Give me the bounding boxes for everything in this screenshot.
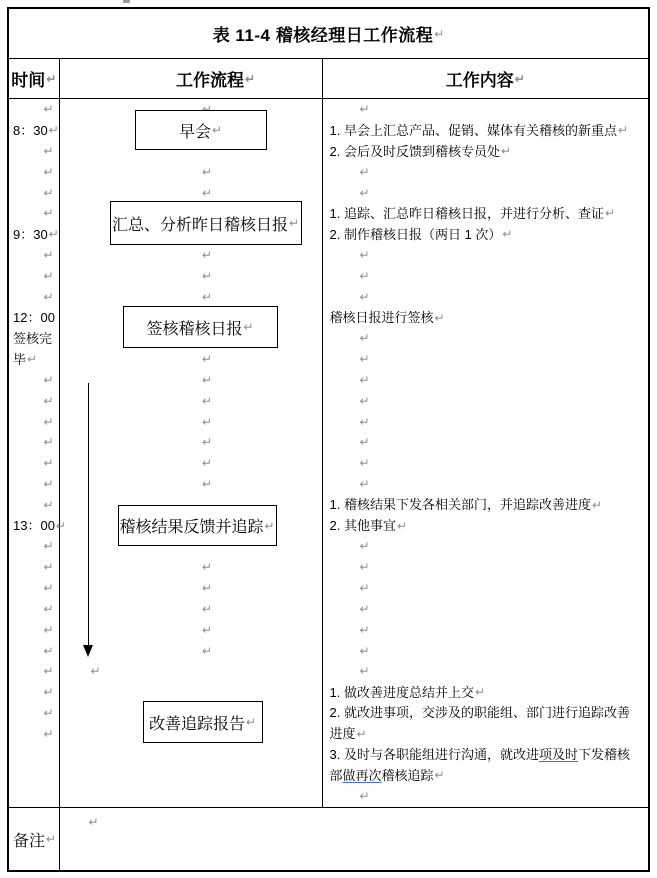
time-line (9, 182, 59, 203)
content-line (323, 120, 649, 141)
pilcrow-mark: ↵ (43, 248, 54, 263)
text-run: 下发稽核 (577, 747, 630, 763)
flow-box-label: 汇总、分析昨日稽核日报 (111, 216, 288, 234)
content-line (323, 619, 649, 640)
underlined-text-run: 做再次 (342, 767, 382, 783)
remark-label: 备注 (13, 832, 46, 850)
pilcrow-mark: ↵ (359, 372, 370, 387)
text-run: 毕 (13, 351, 27, 367)
table-body-row (9, 99, 648, 808)
pilcrow-mark: ↵ (43, 622, 54, 637)
time-line (9, 370, 59, 391)
pilcrow-mark: ↵ (502, 227, 513, 242)
time-line (9, 703, 59, 724)
content-line (323, 578, 649, 599)
content-line (323, 224, 649, 245)
pilcrow-mark: ↵ (43, 685, 54, 700)
pilcrow-mark: ↵ (245, 715, 257, 729)
pilcrow-mark: ↵ (43, 705, 54, 720)
time-line (9, 682, 59, 703)
time-line (9, 245, 59, 266)
flow-line (60, 411, 322, 432)
content-line (323, 286, 649, 307)
flow-line (60, 640, 322, 661)
text-run: 部 (329, 767, 343, 783)
pilcrow-mark: ↵ (359, 622, 370, 637)
pilcrow-mark: ↵ (201, 622, 213, 637)
time-line (9, 120, 59, 141)
pilcrow-mark: ↵ (201, 164, 213, 179)
pilcrow-mark: ↵ (359, 164, 370, 179)
time-line (9, 619, 59, 640)
flow-box-sign-daily-report (123, 306, 278, 348)
text-run: 签核完 (13, 330, 53, 346)
pilcrow-mark: ↵ (201, 289, 213, 304)
pilcrow-mark: ↵ (243, 320, 254, 334)
text-run: 1. 做改善进度总结并上交 (329, 684, 474, 700)
time-line (9, 494, 59, 515)
pilcrow-mark: ↵ (43, 664, 54, 679)
text-run: 2. 会后及时反馈到稽核专员处 (329, 143, 500, 159)
text-run: 8：30 (13, 122, 48, 138)
content-line (323, 682, 649, 703)
pilcrow-mark: ↵ (359, 248, 370, 263)
content-line (323, 723, 649, 744)
flow-arrow-line (88, 383, 90, 645)
pilcrow-mark: ↵ (359, 289, 370, 304)
header-flow-label: 工作流程 (175, 71, 244, 90)
pilcrow-mark: ↵ (201, 248, 213, 263)
pilcrow-mark: ↵ (359, 268, 370, 283)
time-line (9, 453, 59, 474)
content-line (323, 474, 649, 495)
flow-line (60, 370, 322, 391)
flow-arrow-head-icon (83, 645, 93, 657)
pilcrow-mark: ↵ (48, 123, 59, 138)
pilcrow-mark: ↵ (48, 227, 59, 242)
content-line (323, 161, 649, 182)
flow-box-feedback-and-track (118, 505, 277, 546)
pilcrow-mark: ↵ (201, 477, 213, 492)
time-line (9, 307, 59, 328)
header-cell-flow (60, 59, 323, 98)
pilcrow-mark: ↵ (359, 477, 370, 492)
time-column (9, 99, 66, 807)
pilcrow-mark: ↵ (201, 414, 213, 429)
flow-line (60, 557, 322, 578)
pilcrow-mark: ↵ (201, 435, 213, 450)
time-line (9, 432, 59, 453)
content-line (323, 203, 649, 224)
pilcrow-mark: ↵ (43, 497, 54, 512)
time-line (9, 474, 59, 495)
flow-line (60, 682, 322, 703)
pilcrow-mark: ↵ (43, 393, 54, 408)
content-line (323, 99, 649, 120)
header-time-label: 时间 (11, 71, 46, 90)
content-line (323, 245, 649, 266)
flow-box-label: 早会 (178, 123, 211, 141)
content-line (323, 765, 649, 786)
pilcrow-mark: ↵ (359, 643, 370, 658)
content-line (323, 390, 649, 411)
flow-line (60, 599, 322, 620)
flow-line (60, 744, 322, 765)
time-line (9, 349, 59, 370)
content-line (323, 536, 649, 557)
time-line (9, 161, 59, 182)
pilcrow-mark: ↵ (46, 832, 57, 846)
pilcrow-mark: ↵ (359, 414, 370, 429)
flow-box-summarize-daily-report (110, 201, 302, 245)
pilcrow-mark: ↵ (434, 310, 445, 325)
stray-mark (123, 0, 130, 3)
time-line (9, 640, 59, 661)
pilcrow-mark: ↵ (43, 477, 54, 492)
pilcrow-mark: ↵ (43, 601, 54, 616)
time-line (9, 578, 59, 599)
table-header-row (9, 59, 648, 99)
pilcrow-mark: ↵ (43, 144, 54, 159)
pilcrow-mark: ↵ (359, 185, 370, 200)
pilcrow-mark: ↵ (43, 206, 54, 221)
pilcrow-mark: ↵ (288, 216, 300, 230)
pilcrow-mark: ↵ (356, 726, 367, 741)
time-line (9, 328, 59, 349)
content-line (323, 182, 649, 203)
pilcrow-mark: ↵ (359, 789, 370, 804)
header-cell-time (9, 59, 60, 98)
pilcrow-mark: ↵ (604, 206, 616, 221)
pilcrow-mark: ↵ (359, 539, 370, 554)
header-cell-content (323, 59, 649, 98)
flow-line (60, 266, 322, 287)
pilcrow-mark: ↵ (434, 768, 445, 783)
pilcrow-mark: ↵ (359, 456, 370, 471)
pilcrow-mark: ↵ (359, 664, 370, 679)
content-line (323, 432, 649, 453)
content-line (323, 557, 649, 578)
pilcrow-mark: ↵ (201, 643, 213, 658)
time-line (9, 141, 59, 162)
content-line (323, 328, 649, 349)
pilcrow-mark: ↵ (474, 685, 486, 700)
pilcrow-mark: ↵ (43, 268, 54, 283)
text-run: 进度 (329, 726, 356, 742)
time-line (9, 224, 59, 245)
time-line (9, 286, 59, 307)
text-run: 稽核日报进行签核 (329, 310, 434, 326)
pilcrow-mark: ↵ (43, 456, 54, 471)
pilcrow-mark: ↵ (359, 601, 370, 616)
pilcrow-mark: ↵ (201, 372, 213, 387)
remark-content-cell (60, 808, 649, 870)
flow-line (60, 453, 322, 474)
text-run: 9：30 (13, 226, 48, 242)
flow-line (60, 619, 322, 640)
pilcrow-mark: ↵ (46, 71, 57, 86)
time-line (9, 765, 59, 786)
content-column (323, 99, 649, 807)
pilcrow-mark: ↵ (27, 352, 38, 367)
flow-line (60, 349, 322, 370)
content-line (323, 744, 649, 765)
content-line (323, 703, 649, 724)
text-run: 1. 追踪、汇总昨日稽核日报，并进行分析、查证 (329, 205, 604, 221)
text-run: 12：00 (13, 310, 55, 326)
pilcrow-mark: ↵ (264, 518, 275, 533)
flow-line (60, 286, 322, 307)
pilcrow-mark: ↵ (43, 102, 54, 117)
flow-column (60, 99, 323, 807)
pilcrow-mark: ↵ (359, 560, 370, 575)
pilcrow-mark: ↵ (514, 71, 525, 86)
time-line (9, 203, 59, 224)
content-line (323, 307, 649, 328)
content-line (323, 515, 649, 536)
pilcrow-mark: ↵ (201, 601, 213, 616)
content-line (323, 349, 649, 370)
content-line (323, 370, 649, 391)
pilcrow-mark: ↵ (359, 393, 370, 408)
text-run: 13：00 (13, 518, 55, 534)
time-line (9, 411, 59, 432)
pilcrow-mark: ↵ (201, 393, 213, 408)
table-title: 表 11-4 稽核经理日工作流程 (212, 26, 434, 45)
pilcrow-mark: ↵ (201, 581, 213, 596)
underlined-text-run: 项及时 (538, 747, 578, 763)
pilcrow-mark: ↵ (43, 372, 54, 387)
pilcrow-mark: ↵ (396, 518, 408, 533)
pilcrow-mark: ↵ (88, 815, 99, 829)
pilcrow-mark: ↵ (359, 102, 370, 117)
pilcrow-mark: ↵ (591, 497, 603, 512)
flow-line (60, 765, 322, 786)
text-run: 1. 稽核结果下发各相关部门，并追踪改善进度 (329, 497, 591, 513)
pilcrow-mark: ↵ (90, 664, 101, 679)
pilcrow-mark: ↵ (211, 123, 223, 137)
flow-line (60, 786, 322, 807)
flow-line (60, 578, 322, 599)
pilcrow-mark: ↵ (43, 581, 54, 596)
time-line (9, 744, 59, 765)
text-run: 2. 其他事宜 (329, 518, 396, 534)
pilcrow-mark: ↵ (201, 268, 213, 283)
pilcrow-mark: ↵ (500, 144, 512, 159)
pilcrow-mark: ↵ (359, 581, 370, 596)
remark-row (9, 808, 648, 870)
time-line (9, 99, 59, 120)
pilcrow-mark: ↵ (55, 518, 66, 533)
pilcrow-mark: ↵ (201, 185, 213, 200)
table-title-row (9, 9, 648, 59)
time-line (9, 390, 59, 411)
pilcrow-mark: ↵ (359, 352, 370, 367)
content-line (323, 599, 649, 620)
flow-line (60, 432, 322, 453)
flow-line (60, 474, 322, 495)
pilcrow-mark: ↵ (43, 289, 54, 304)
pilcrow-mark: ↵ (43, 435, 54, 450)
pilcrow-mark: ↵ (201, 352, 213, 367)
pilcrow-mark: ↵ (43, 164, 54, 179)
flow-line (60, 245, 322, 266)
pilcrow-mark: ↵ (43, 539, 54, 554)
content-line (323, 141, 649, 162)
time-line (9, 515, 66, 536)
time-line (9, 599, 59, 620)
flow-box-label: 稽核结果反馈并追踪 (119, 519, 264, 536)
flow-box-improvement-tracking-report (143, 701, 263, 743)
time-line (9, 557, 59, 578)
text-run: 1. 早会上汇总产品、促销、媒体有关稽核的新重点 (329, 122, 617, 138)
header-content-label: 工作内容 (445, 71, 514, 90)
content-line (323, 453, 649, 474)
flow-box-morning-meeting (135, 110, 267, 150)
pilcrow-mark: ↵ (434, 26, 445, 41)
text-run: 3. 及时与各职能组进行沟通，就改进 (329, 747, 539, 763)
remark-label-cell (9, 808, 60, 870)
content-line (323, 661, 649, 682)
pilcrow-mark: ↵ (359, 331, 370, 346)
time-line (9, 661, 59, 682)
flow-line (60, 161, 322, 182)
pilcrow-mark: ↵ (43, 414, 54, 429)
pilcrow-mark: ↵ (43, 185, 54, 200)
time-line (9, 723, 59, 744)
pilcrow-mark: ↵ (201, 560, 213, 575)
time-line (9, 786, 59, 807)
flow-line (60, 182, 322, 203)
pilcrow-mark: ↵ (359, 435, 370, 450)
content-line (323, 786, 649, 807)
pilcrow-mark: ↵ (43, 643, 54, 658)
content-line (323, 266, 649, 287)
text-run: 稽核追踪 (381, 767, 434, 783)
flow-line (60, 661, 322, 682)
pilcrow-mark: ↵ (43, 726, 54, 741)
text-run: 2. 制作稽核日报（两日 1 次） (329, 226, 502, 242)
pilcrow-mark: ↵ (201, 456, 213, 471)
time-line (9, 536, 59, 557)
pilcrow-mark: ↵ (244, 71, 256, 86)
content-line (323, 640, 649, 661)
text-run: 2. 就改进事项，交涉及的职能组、部门进行追踪改善 (329, 705, 630, 721)
flow-box-label: 改善追踪报告 (148, 715, 245, 733)
content-line (323, 411, 649, 432)
content-line (323, 494, 649, 515)
work-flow-table (7, 7, 650, 872)
flow-line (60, 390, 322, 411)
pilcrow-mark: ↵ (43, 560, 54, 575)
flow-box-label: 签核稽核日报 (146, 320, 243, 338)
pilcrow-mark: ↵ (617, 123, 629, 138)
time-line (9, 266, 59, 287)
